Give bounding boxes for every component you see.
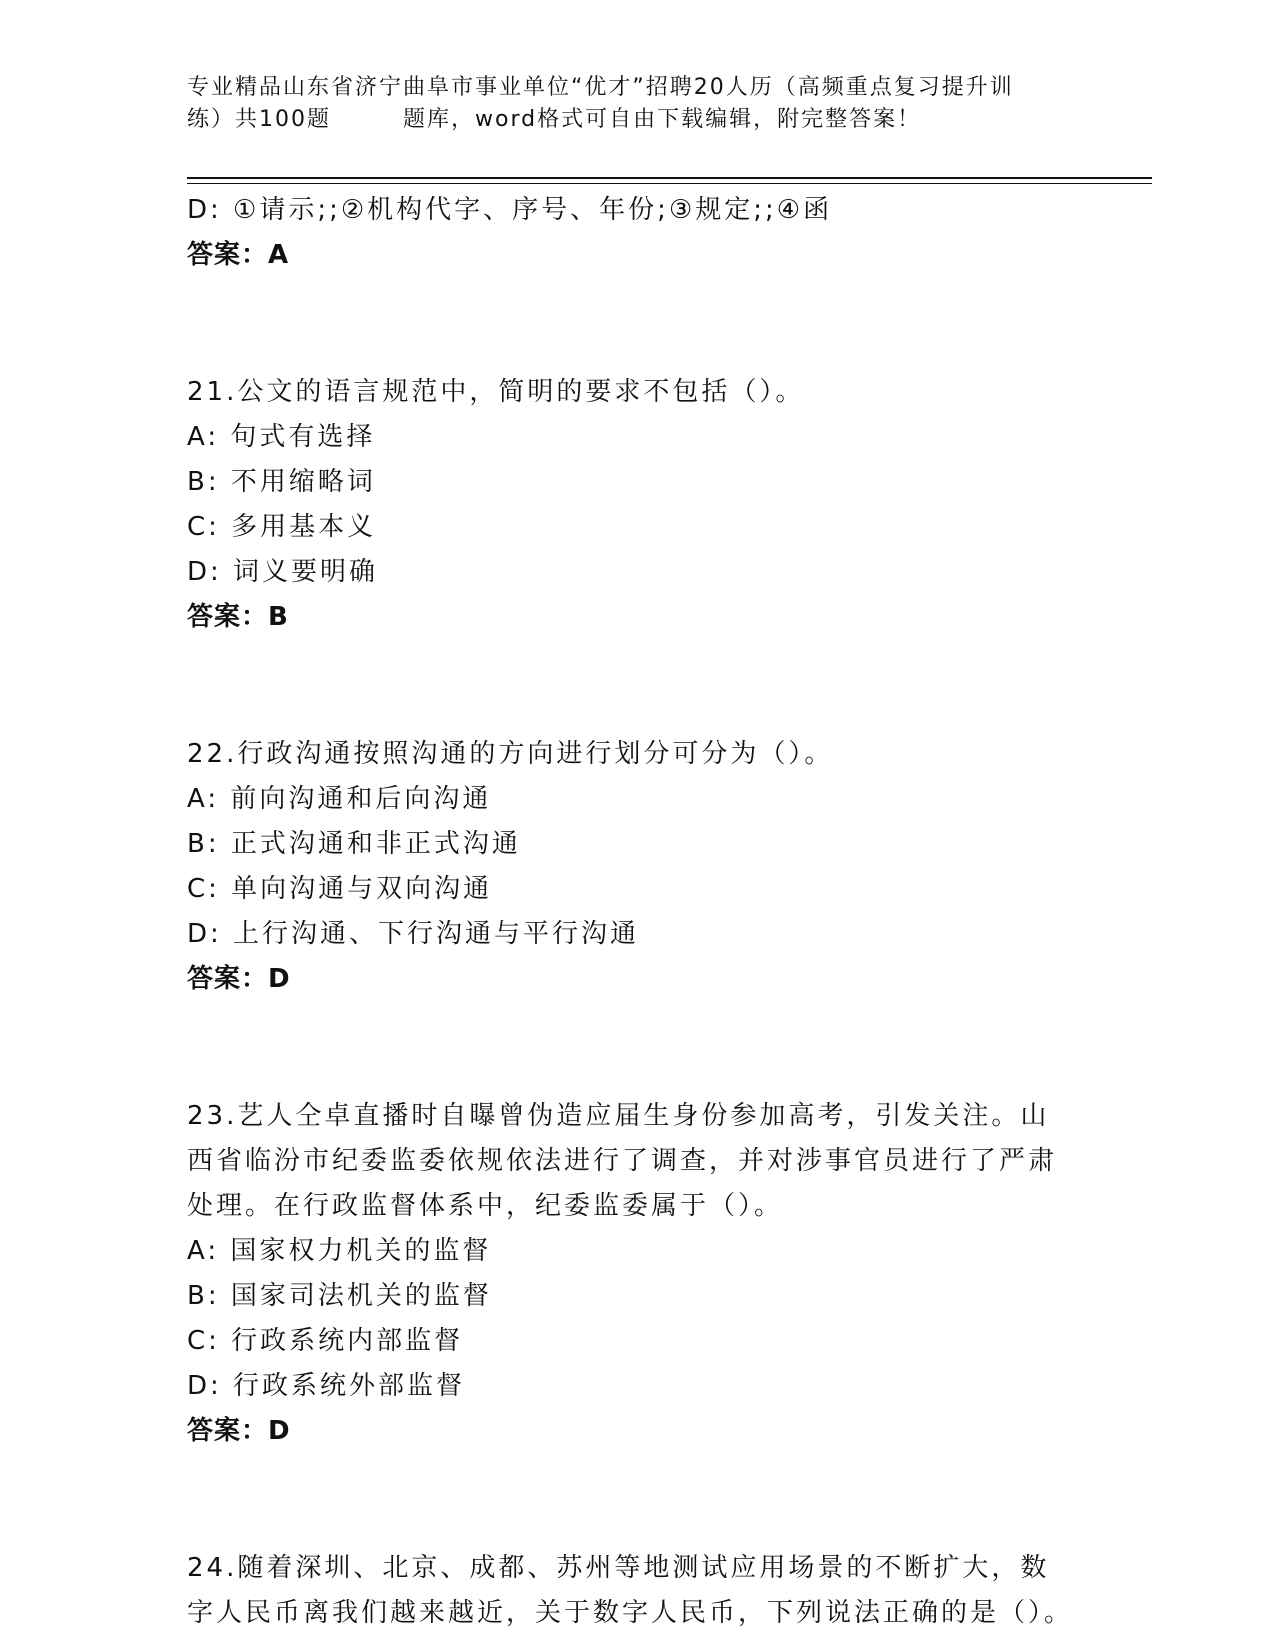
question-text: 21.公文的语言规范中，简明的要求不包括（）。 bbox=[187, 377, 805, 407]
option-a: A: 前向沟通和后向沟通 bbox=[187, 784, 492, 814]
option-b: B: 国家司法机关的监督 bbox=[187, 1281, 492, 1311]
header-divider-thin bbox=[187, 183, 1152, 184]
question-text: 23.艺人仝卓直播时自曝曾伪造应届生身份参加高考，引发关注。山西省临汾市纪委监委依规依法进行了调查，并对涉事官员进行了严肃处理。在行政监督体系中，纪委监委属于（）。 bbox=[187, 1101, 1058, 1221]
header-question-count: 练）共100题 bbox=[187, 107, 331, 132]
answer-line: 答案：D bbox=[187, 1416, 291, 1446]
option-b: B: 正式沟通和非正式沟通 bbox=[187, 829, 521, 859]
header-divider-thick bbox=[187, 177, 1152, 179]
option-b: B: 不用缩略词 bbox=[187, 467, 376, 497]
answer-line: 答案：D bbox=[187, 964, 291, 994]
page-header bbox=[187, 72, 1087, 136]
header-title-line2 bbox=[187, 104, 1087, 136]
option-a: A: 句式有选择 bbox=[187, 422, 376, 452]
question-block-24 bbox=[187, 1546, 1087, 1636]
question-block-20-tail bbox=[187, 188, 1087, 278]
question-block-22 bbox=[187, 732, 1087, 1002]
answer-line: 答案：A bbox=[187, 240, 290, 270]
question-list bbox=[187, 188, 1087, 1636]
question-text: 24.随着深圳、北京、成都、苏州等地测试应用场景的不断扩大，数字人民币离我们越来越近，关于数字人民币，下列说法正确的是（）。 bbox=[187, 1553, 1074, 1628]
option-d: D: 词义要明确 bbox=[187, 557, 379, 587]
header-description: 题库，word格式可自由下载编辑，附完整答案！ bbox=[403, 107, 922, 132]
question-block-21 bbox=[187, 370, 1087, 640]
question-block-23 bbox=[187, 1094, 1087, 1454]
answer-line: 答案：B bbox=[187, 602, 289, 632]
option-c: C: 多用基本义 bbox=[187, 512, 377, 542]
option-d: D: 上行沟通、下行沟通与平行沟通 bbox=[187, 919, 640, 949]
header-title-line1: 专业精品山东省济宁曲阜市事业单位“优才”招聘20人历（高频重点复习提升训 bbox=[187, 75, 1014, 100]
option-d: D: 行政系统外部监督 bbox=[187, 1371, 466, 1401]
question-text: 22.行政沟通按照沟通的方向进行划分可分为（）。 bbox=[187, 739, 834, 769]
option-d: D: ①请示;;②机构代字、序号、年份;③规定;;④函 bbox=[187, 195, 833, 225]
option-c: C: 单向沟通与双向沟通 bbox=[187, 874, 493, 904]
option-a: A: 国家权力机关的监督 bbox=[187, 1236, 492, 1266]
option-c: C: 行政系统内部监督 bbox=[187, 1326, 464, 1356]
